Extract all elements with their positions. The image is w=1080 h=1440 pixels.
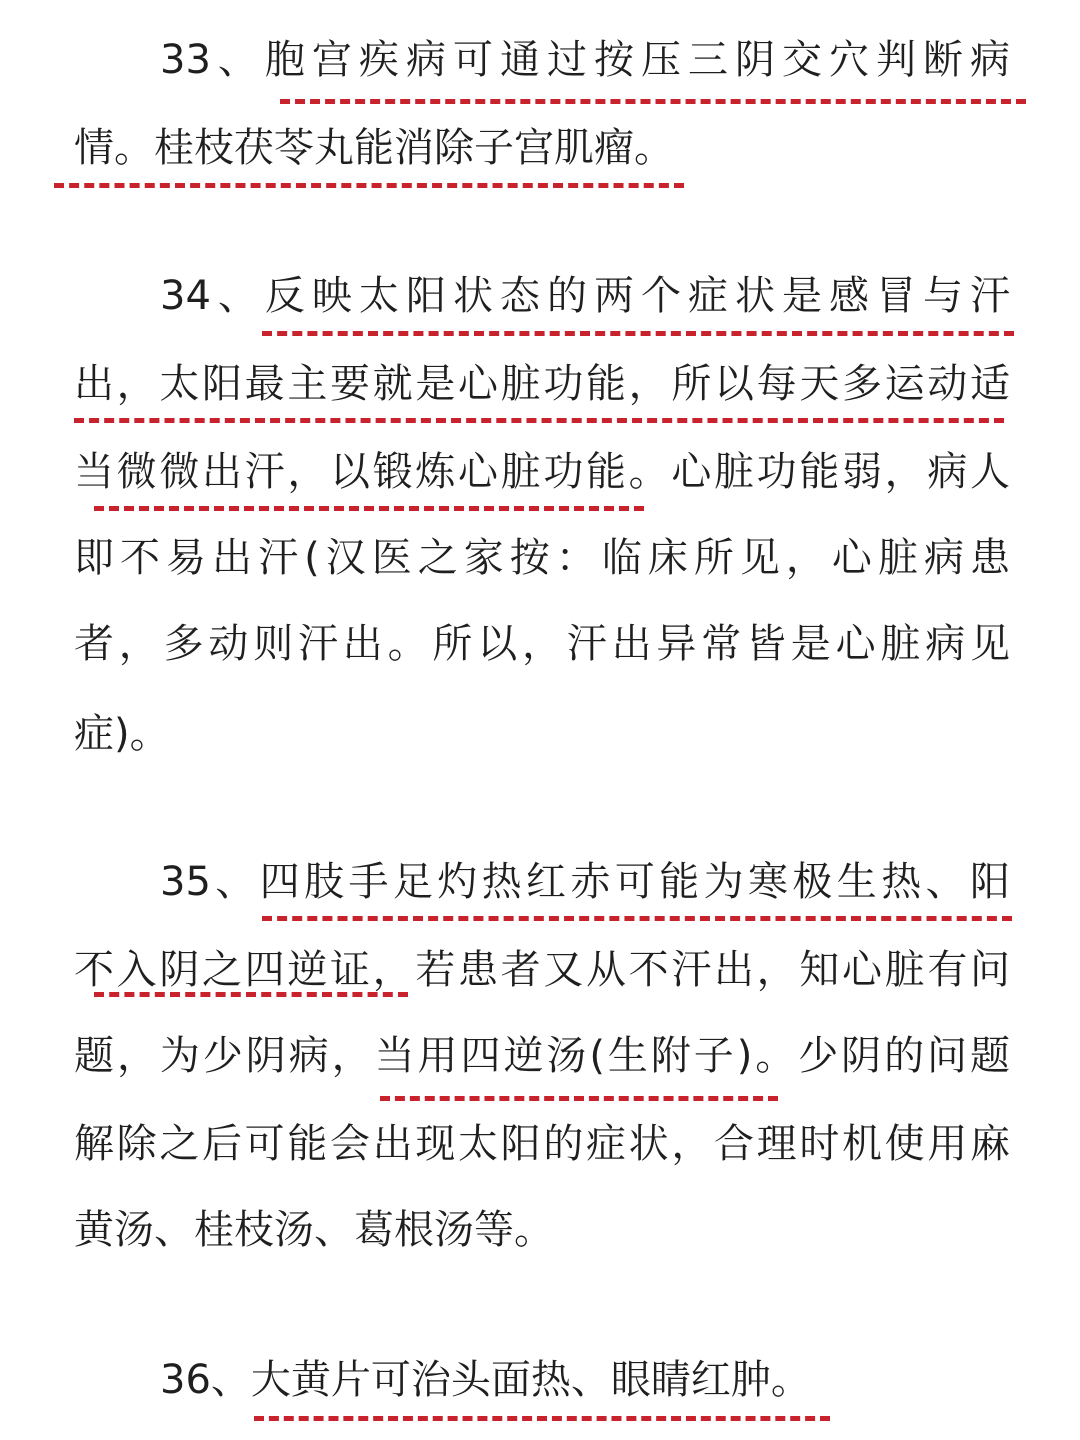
item-34-line-4: 即不易出汗(汉医之家按：临床所见，心脏病患 bbox=[74, 535, 1010, 581]
item-35-underline-1 bbox=[262, 916, 1012, 921]
item-34-underline-2 bbox=[74, 418, 1004, 423]
item-34-line-1: 34、反映太阳状态的两个症状是感冒与汗 bbox=[160, 273, 1010, 319]
item-35-line-1: 35、四肢手足灼热红赤可能为寒极生热、阳 bbox=[160, 859, 1010, 905]
item-35-line-5: 黄汤、桂枝汤、葛根汤等。 bbox=[74, 1207, 554, 1253]
item-35-line-2: 不入阴之四逆证，若患者又从不汗出，知心脏有问 bbox=[74, 947, 1010, 993]
item-35-line-3: 题，为少阴病，当用四逆汤(生附子)。少阴的问题 bbox=[74, 1033, 1010, 1079]
item-36-underline-1 bbox=[254, 1416, 830, 1421]
item-35-line-4: 解除之后可能会出现太阳的症状，合理时机使用麻 bbox=[74, 1121, 1010, 1167]
item-34-line-2: 出，太阳最主要就是心脏功能，所以每天多运动适 bbox=[74, 361, 1010, 407]
item-36-number: 36、 bbox=[160, 1357, 251, 1403]
item-33-number: 33、 bbox=[160, 37, 265, 83]
item-33-underline-2 bbox=[54, 183, 684, 188]
item-35-underline-3 bbox=[380, 1096, 778, 1101]
item-34-underline-1 bbox=[262, 331, 1014, 336]
item-33-underline-1 bbox=[280, 99, 1026, 104]
item-35-underline-2 bbox=[94, 992, 408, 997]
item-33-line-1: 33、胞宫疾病可通过按压三阴交穴判断病 bbox=[160, 37, 1010, 83]
item-33-line-2: 情。桂枝茯苓丸能消除子宫肌瘤。 bbox=[74, 125, 674, 171]
item-34-number: 34、 bbox=[160, 273, 265, 319]
item-34-line-5: 者，多动则汗出。所以，汗出异常皆是心脏病见 bbox=[74, 621, 1010, 667]
item-36-line-1: 36、大黄片可治头面热、眼睛红肿。 bbox=[160, 1357, 811, 1403]
item-34-line-3: 当微微出汗，以锻炼心脏功能。心脏功能弱，病人 bbox=[74, 449, 1010, 495]
item-34-underline-3 bbox=[94, 506, 644, 511]
item-35-number: 35、 bbox=[160, 859, 260, 905]
item-34-line-6: 症)。 bbox=[74, 711, 170, 757]
